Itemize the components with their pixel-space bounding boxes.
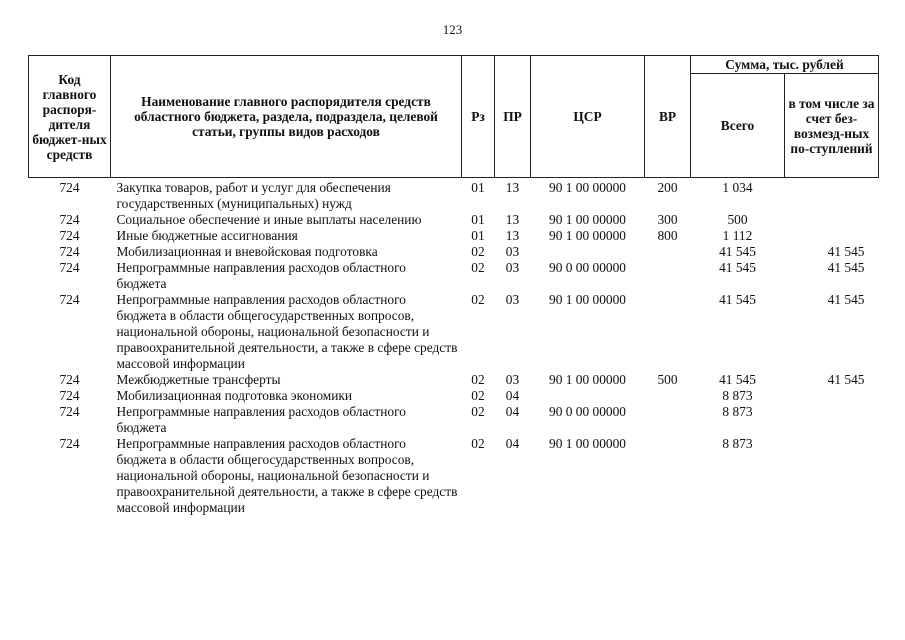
header-sum: Сумма, тыс. рублей (691, 56, 879, 74)
cell-pr: 13 (505, 180, 520, 195)
table-row (29, 260, 879, 292)
cell-name: Закупка товаров, работ и услуг для обеспечения государственных (муниципальных) нужд (116, 180, 391, 211)
cell-total: 8 873 (722, 436, 753, 451)
cell-vr (645, 260, 691, 292)
cell-vr (645, 436, 691, 516)
header-total: Всего (691, 74, 785, 178)
table-row (29, 372, 879, 388)
cell-name: Иные бюджетные ассигнования (116, 228, 298, 243)
cell-name: Непрограммные направления расходов областного бюджета (116, 404, 406, 435)
cell-pr: 03 (505, 292, 520, 307)
cell-rz: 02 (471, 244, 485, 259)
cell-incl: 41 545 (827, 372, 865, 387)
table-row (29, 436, 879, 516)
cell-code: 724 (59, 372, 80, 387)
table-row (29, 228, 879, 244)
table-body (29, 178, 879, 517)
table-row (29, 292, 879, 372)
cell-vr (645, 292, 691, 372)
cell-name: Непрограммные направления расходов областного бюджета в области общегосударственных вопросов, национальной обороны, национальной безопасности и правоохранительной деятельности, а также в сфере средств массовой информации (116, 436, 458, 515)
cell-vr (645, 388, 691, 404)
cell-rz: 02 (471, 388, 485, 403)
cell-incl (785, 212, 879, 228)
cell-incl: 41 545 (827, 244, 865, 259)
cell-name: Непрограммные направления расходов областного бюджета в области общегосударственных вопросов, национальной обороны, национальной безопасности и правоохранительной деятельности, а также в сфере средств массовой информации (116, 292, 458, 371)
cell-name: Межбюджетные трансферты (116, 372, 281, 387)
header-rz: Рз (462, 56, 495, 178)
cell-vr (645, 404, 691, 436)
cell-vr: 500 (657, 372, 678, 387)
cell-total: 8 873 (722, 388, 753, 403)
header-vr: ВР (645, 56, 691, 178)
header-pr: ПР (495, 56, 531, 178)
cell-pr: 04 (505, 388, 520, 403)
cell-csr (531, 244, 645, 260)
cell-code: 724 (59, 404, 80, 419)
cell-code: 724 (59, 228, 80, 243)
cell-pr: 03 (505, 372, 520, 387)
cell-csr: 90 0 00 00000 (549, 404, 626, 419)
cell-total: 41 545 (719, 244, 756, 259)
cell-pr: 03 (505, 244, 520, 259)
cell-rz: 01 (471, 212, 485, 227)
cell-pr: 03 (505, 260, 520, 275)
budget-table (28, 55, 879, 516)
table-row (29, 404, 879, 436)
cell-incl (785, 388, 879, 404)
cell-csr: 90 1 00 00000 (549, 180, 626, 195)
cell-incl (785, 228, 879, 244)
cell-vr: 200 (657, 180, 678, 195)
cell-csr: 90 1 00 00000 (549, 212, 626, 227)
cell-rz: 02 (471, 436, 485, 451)
cell-rz: 01 (471, 180, 485, 195)
cell-code: 724 (59, 212, 80, 227)
table-row (29, 212, 879, 228)
cell-code: 724 (59, 388, 80, 403)
cell-rz: 02 (471, 404, 485, 419)
cell-incl: 41 545 (827, 260, 865, 275)
header-name: Наименование главного распорядителя средств областного бюджета, раздела, подраздела, целевой статьи, группы видов расходов (111, 56, 462, 178)
cell-vr (645, 244, 691, 260)
cell-pr: 13 (505, 228, 520, 243)
cell-code: 724 (59, 436, 80, 451)
cell-incl (785, 404, 879, 436)
cell-vr: 300 (657, 212, 678, 227)
cell-vr: 800 (657, 228, 678, 243)
cell-name: Мобилизационная и вневойсковая подготовка (116, 244, 378, 259)
cell-name: Непрограммные направления расходов областного бюджета (116, 260, 406, 291)
cell-total: 41 545 (719, 372, 756, 387)
header-incl: в том числе за счет без-возмезд-ных по-ступлений (785, 74, 879, 178)
table-row (29, 244, 879, 260)
cell-total: 8 873 (722, 404, 753, 419)
cell-rz: 01 (471, 228, 485, 243)
cell-name: Мобилизационная подготовка экономики (116, 388, 353, 403)
cell-total: 500 (727, 212, 748, 227)
cell-pr: 04 (505, 436, 520, 451)
cell-csr: 90 1 00 00000 (549, 292, 626, 307)
cell-rz: 02 (471, 260, 485, 275)
cell-code: 724 (59, 260, 80, 275)
cell-incl (785, 436, 879, 516)
cell-pr: 13 (505, 212, 520, 227)
cell-code: 724 (59, 292, 80, 307)
cell-code: 724 (59, 244, 80, 259)
cell-total: 1 112 (722, 228, 753, 243)
cell-total: 1 034 (722, 180, 753, 195)
header-code: Код главного распоря-дителя бюджет-ных средств (29, 56, 111, 178)
cell-rz: 02 (471, 372, 485, 387)
cell-csr: 90 1 00 00000 (549, 228, 626, 243)
cell-total: 41 545 (719, 260, 756, 275)
cell-name: Социальное обеспечение и иные выплаты населению (116, 212, 422, 227)
cell-csr: 90 1 00 00000 (549, 372, 626, 387)
cell-csr: 90 0 00 00000 (549, 260, 626, 275)
page-number: 123 (442, 22, 463, 37)
cell-csr: 90 1 00 00000 (549, 436, 626, 451)
header-csr: ЦСР (531, 56, 645, 178)
table-row (29, 178, 879, 213)
cell-rz: 02 (471, 292, 485, 307)
cell-incl (785, 178, 879, 213)
cell-csr (531, 388, 645, 404)
cell-pr: 04 (505, 404, 520, 419)
cell-total: 41 545 (719, 292, 756, 307)
table-row (29, 388, 879, 404)
cell-incl: 41 545 (827, 292, 865, 307)
cell-code: 724 (59, 180, 80, 195)
